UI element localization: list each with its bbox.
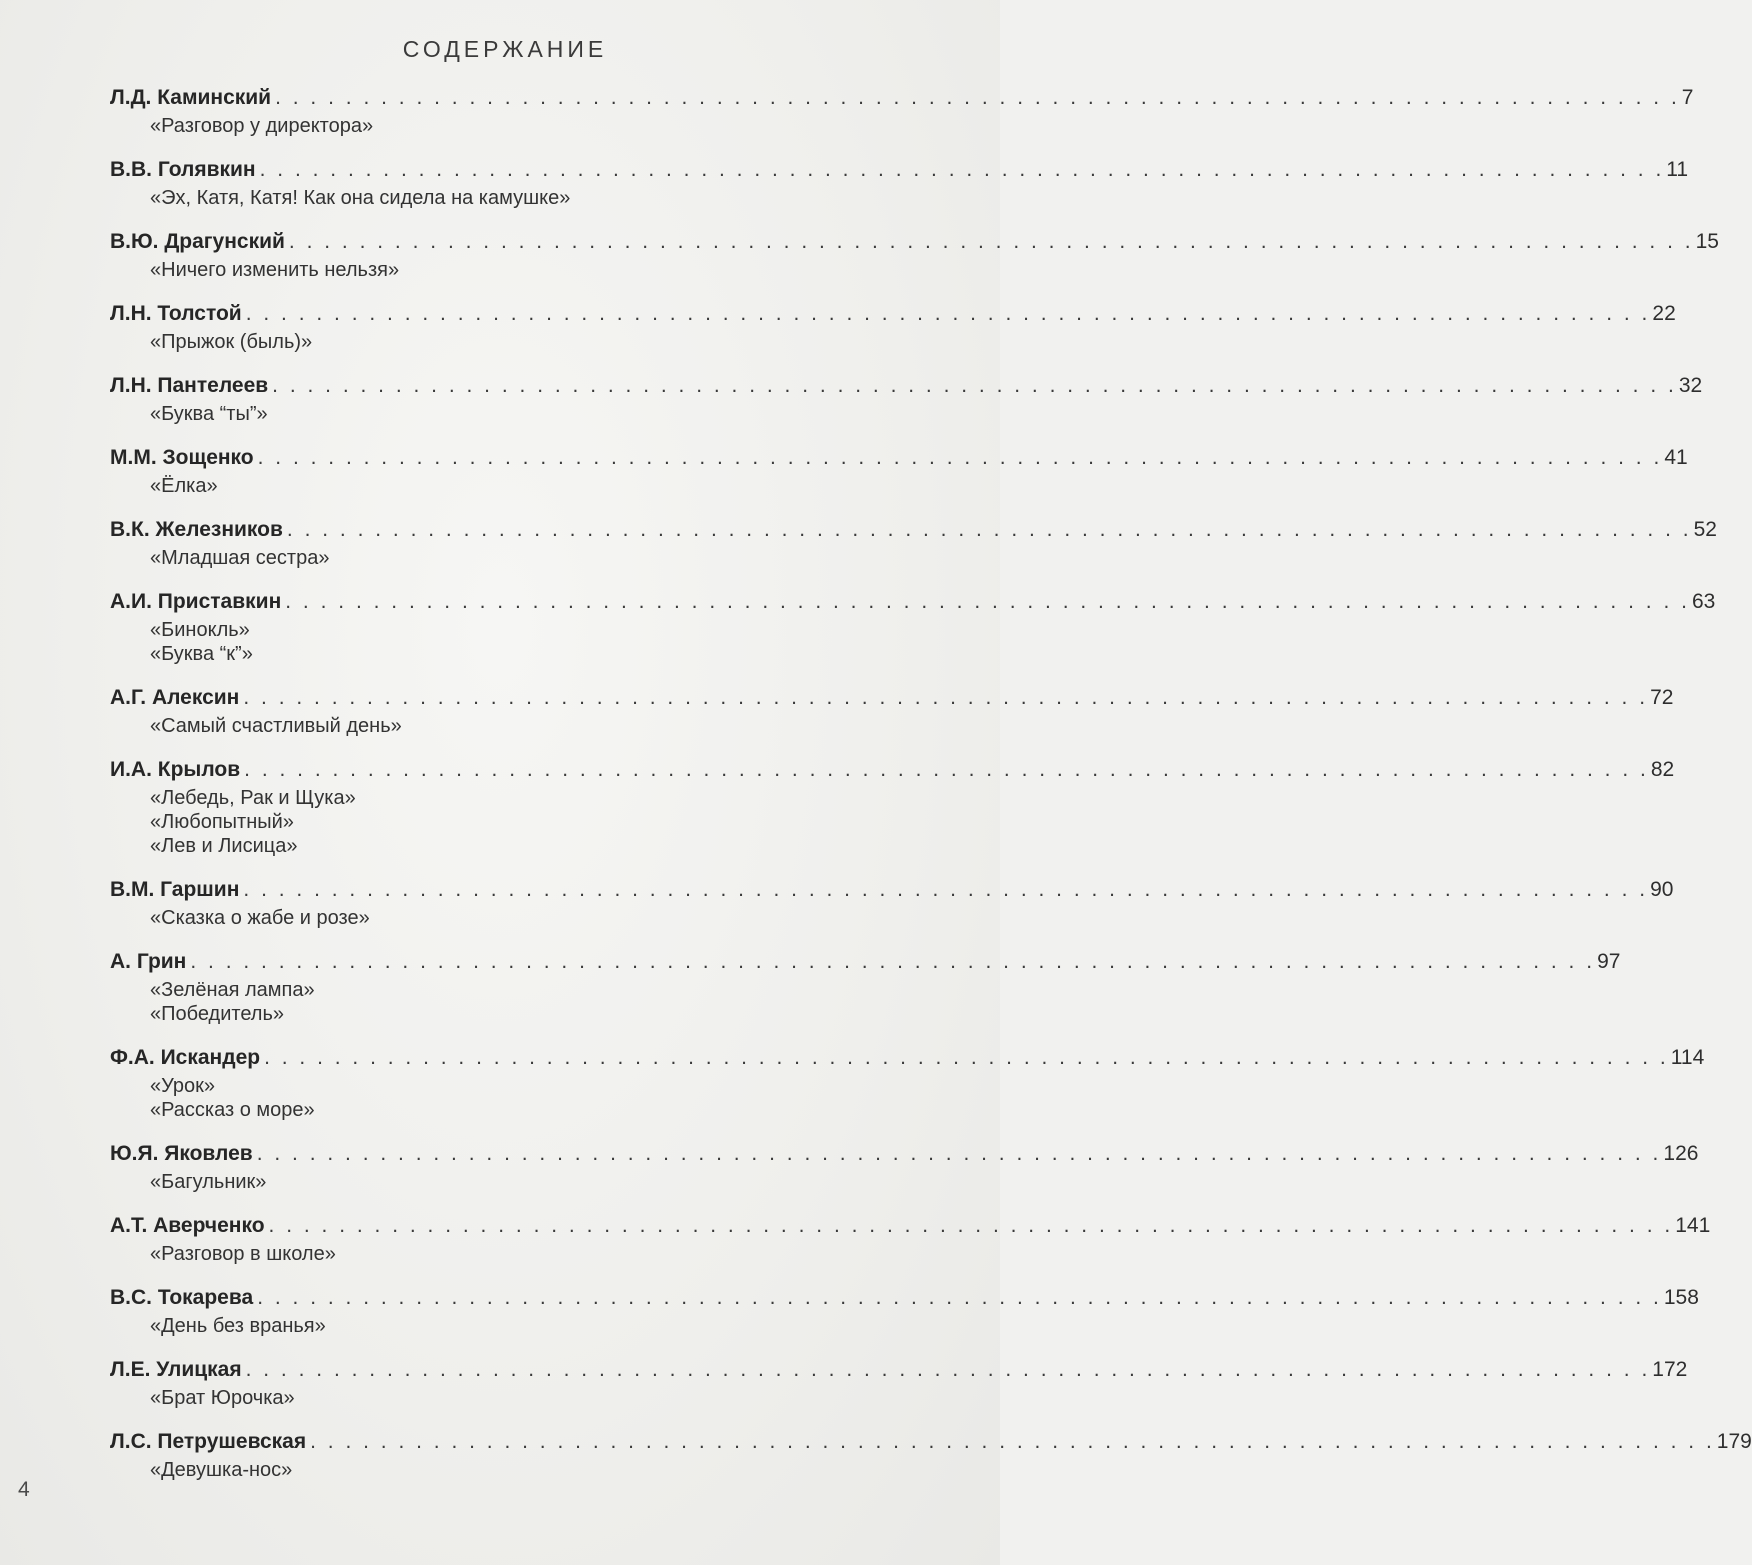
toc-author: Ю.Я. Яковлев [110,1142,253,1165]
toc-work-title: «Бинокль» [150,619,250,641]
toc-leader-dots: . . . . . . . . . . . . . . . . . . . . . . . . . . . . . . . . . . . . . . . . . . . . . . . . . . . . . . . . . . . . . . . . . . . . . . . . . . . . . . . . [243,686,1649,709]
toc-author: А.Т. Аверченко [110,1214,265,1237]
toc-work-title: «Буква “к”» [150,643,253,665]
toc-work-title: «Багульник» [150,1171,267,1193]
toc-author: Л.С. Петрушевская [110,1430,307,1453]
toc-page-number: 90 [1650,878,1674,901]
toc-author-row [110,682,1674,714]
toc-author: В.С. Токарева [110,1286,254,1309]
toc-leader-dots: . . . . . . . . . . . . . . . . . . . . . . . . . . . . . . . . . . . . . . . . . . . . . . . . . . . . . . . . . . . . . . . . . . . . . . . . . . . . . . . . [243,878,1649,901]
toc-page-number: 15 [1695,230,1719,253]
toc-author-row [110,1042,1705,1074]
toc-work-title: «Разговор в школе» [150,1243,336,1265]
toc-author: Л.Д. Каминский [110,86,272,109]
toc-author: И.А. Крылов [110,758,241,781]
toc-leader-dots: . . . . . . . . . . . . . . . . . . . . . . . . . . . . . . . . . . . . . . . . . . . . . . . . . . . . . . . . . . . . . . . . . . . . . . . . . . . . . . . . [275,86,1680,109]
toc-entry [110,1426,1752,1482]
toc-leader-dots: . . . . . . . . . . . . . . . . . . . . . . . . . . . . . . . . . . . . . . . . . . . . . . . . . . . . . . . . . . . . . . . . . . . . . . . . . . . . . . . . [245,1358,1651,1381]
toc-page-number: 7 [1681,86,1694,109]
toc-entry [110,874,1674,930]
toc-page-number: 114 [1670,1046,1705,1069]
toc-leader-dots: . . . . . . . . . . . . . . . . . . . . . . . . . . . . . . . . . . . . . . . . . . . . . . . . . . . . . . . . . . . . . . . . . . . . . . . . . . . . . . . . [288,230,1694,253]
toc-entry [110,370,1703,426]
toc-work-title: «Сказка о жабе и розе» [150,907,370,929]
toc-page-number: 82 [1650,758,1675,781]
toc-leader-dots: . . . . . . . . . . . . . . . . . . . . . . . . . . . . . . . . . . . . . . . . . . . . . . . . . . . . . . . . . . . . . . . . . . . . . . . . . . . . . . . . [264,1046,1669,1069]
toc-work-title: «Самый счастливый день» [150,715,402,737]
toc-author: Л.Н. Толстой [110,302,242,325]
toc-author: В.Ю. Драгунский [110,230,285,253]
toc-work-title: «Ёлка» [150,475,218,497]
toc-work-title: «Рассказ о море» [150,1099,315,1121]
toc-leader-dots: . . . . . . . . . . . . . . . . . . . . . . . . . . . . . . . . . . . . . . . . . . . . . . . . . . . . . . . . . . . . . . . . . . . . . . . . . . . . . . . . [190,950,1596,973]
toc-entry [110,682,1674,738]
table-of-contents [110,82,1752,1482]
toc-entry [110,226,1719,282]
toc-author-row [110,514,1717,546]
toc-work-title: «Эх, Катя, Катя! Как она сидела на камушке» [150,187,571,209]
toc-page-number: 32 [1678,374,1703,397]
toc-page-number: 63 [1691,590,1716,613]
toc-author: Ф.А. Искандер [110,1046,261,1069]
toc-page-number: 22 [1652,302,1676,325]
toc-author: В.М. Гаршин [110,878,240,901]
toc-page-number: 52 [1693,518,1717,541]
toc-leader-dots: . . . . . . . . . . . . . . . . . . . . . . . . . . . . . . . . . . . . . . . . . . . . . . . . . . . . . . . . . . . . . . . . . . . . . . . . . . . . . . . . [259,158,1665,181]
toc-page-number: 97 [1597,950,1621,973]
toc-author-row [110,370,1703,402]
toc-work-title: «Зелёная лампа» [150,979,315,1001]
toc-page-number: 126 [1663,1142,1699,1165]
toc-leader-dots: . . . . . . . . . . . . . . . . . . . . . . . . . . . . . . . . . . . . . . . . . . . . . . . . . . . . . . . . . . . . . . . . . . . . . . . . . . . . . . . . [245,302,1651,325]
page-number: 4 [18,1478,30,1501]
toc-page-number: 41 [1664,446,1688,469]
toc-author-row [110,946,1621,978]
toc-entry [110,946,1621,1026]
toc-work-title: «Любопытный» [150,811,294,833]
toc-leader-dots: . . . . . . . . . . . . . . . . . . . . . . . . . . . . . . . . . . . . . . . . . . . . . . . . . . . . . . . . . . . . . . . . . . . . . . . . . . . . . . . . [256,1142,1662,1165]
toc-work-title: «Победитель» [150,1003,284,1025]
toc-author: М.М. Зощенко [110,446,254,469]
toc-author-row [110,1354,1688,1386]
toc-page-number: 72 [1650,686,1674,709]
toc-leader-dots: . . . . . . . . . . . . . . . . . . . . . . . . . . . . . . . . . . . . . . . . . . . . . . . . . . . . . . . . . . . . . . . . . . . . . . . . . . . . . . . . [257,1286,1662,1309]
toc-work-title: «День без вранья» [150,1315,326,1337]
toc-author-row [110,1138,1699,1170]
toc-entry [110,754,1675,858]
toc-entry [110,1138,1699,1194]
toc-entry [110,442,1688,498]
toc-author: А. Грин [110,950,187,973]
toc-entry [110,154,1689,210]
toc-author-row [110,1210,1711,1242]
page-title: СОДЕРЖАНИЕ [402,36,608,62]
toc-author-row [110,1426,1752,1458]
toc-page-number: 11 [1666,158,1689,181]
toc-entry [110,1282,1699,1338]
toc-author-row [110,586,1716,618]
toc-page-number: 172 [1652,1358,1688,1381]
toc-work-title: «Лев и Лисица» [150,835,298,857]
toc-work-title: «Лебедь, Рак и Щука» [150,787,356,809]
toc-author-row [110,154,1689,186]
toc-page-number: 158 [1663,1286,1699,1309]
toc-leader-dots: . . . . . . . . . . . . . . . . . . . . . . . . . . . . . . . . . . . . . . . . . . . . . . . . . . . . . . . . . . . . . . . . . . . . . . . . . . . . . . . . [257,446,1663,469]
toc-author-row [110,874,1674,906]
toc-work-title: «Разговор у директора» [150,115,374,137]
toc-work-title: «Прыжок (быль)» [150,331,313,353]
toc-entry [110,82,1694,138]
toc-leader-dots: . . . . . . . . . . . . . . . . . . . . . . . . . . . . . . . . . . . . . . . . . . . . . . . . . . . . . . . . . . . . . . . . . . . . . . . . . . . . . . . . [286,518,1692,541]
toc-entry [110,586,1716,666]
toc-entry [110,298,1676,354]
toc-entry [110,1354,1688,1410]
toc-leader-dots: . . . . . . . . . . . . . . . . . . . . . . . . . . . . . . . . . . . . . . . . . . . . . . . . . . . . . . . . . . . . . . . . . . . . . . . . . . . . . . . . [268,1214,1674,1237]
toc-work-title: «Буква “ты”» [150,403,268,425]
toc-author: А.И. Приставкин [110,590,282,613]
toc-author-row [110,442,1688,474]
toc-work-title: «Младшая сестра» [150,547,330,569]
toc-author: В.К. Железников [110,518,283,541]
toc-author-row [110,754,1675,786]
toc-author: А.Г. Алексин [110,686,240,709]
toc-author-row [110,82,1694,114]
toc-work-title: «Девушка-нос» [150,1459,293,1481]
toc-work-title: «Ничего изменить нельзя» [150,259,400,281]
toc-page-number: 141 [1675,1214,1711,1237]
toc-entry [110,514,1717,570]
toc-leader-dots: . . . . . . . . . . . . . . . . . . . . . . . . . . . . . . . . . . . . . . . . . . . . . . . . . . . . . . . . . . . . . . . . . . . . . . . . . . . . . . . . [244,758,1649,781]
toc-page-number: 179 [1716,1430,1752,1453]
toc-author: В.В. Голявкин [110,158,256,181]
toc-entry [110,1210,1711,1266]
toc-leader-dots: . . . . . . . . . . . . . . . . . . . . . . . . . . . . . . . . . . . . . . . . . . . . . . . . . . . . . . . . . . . . . . . . . . . . . . . . . . . . . . . . [285,590,1690,613]
toc-work-title: «Урок» [150,1075,216,1097]
toc-entry [110,1042,1705,1122]
toc-author-row [110,1282,1699,1314]
toc-work-title: «Брат Юрочка» [150,1387,295,1409]
toc-author-row [110,298,1676,330]
toc-leader-dots: . . . . . . . . . . . . . . . . . . . . . . . . . . . . . . . . . . . . . . . . . . . . . . . . . . . . . . . . . . . . . . . . . . . . . . . . . . . . . . . . [310,1430,1715,1453]
toc-leader-dots: . . . . . . . . . . . . . . . . . . . . . . . . . . . . . . . . . . . . . . . . . . . . . . . . . . . . . . . . . . . . . . . . . . . . . . . . . . . . . . . . [272,374,1677,397]
toc-author: Л.Н. Пантелеев [110,374,269,397]
toc-author: Л.Е. Улицкая [110,1358,242,1381]
toc-author-row [110,226,1719,258]
